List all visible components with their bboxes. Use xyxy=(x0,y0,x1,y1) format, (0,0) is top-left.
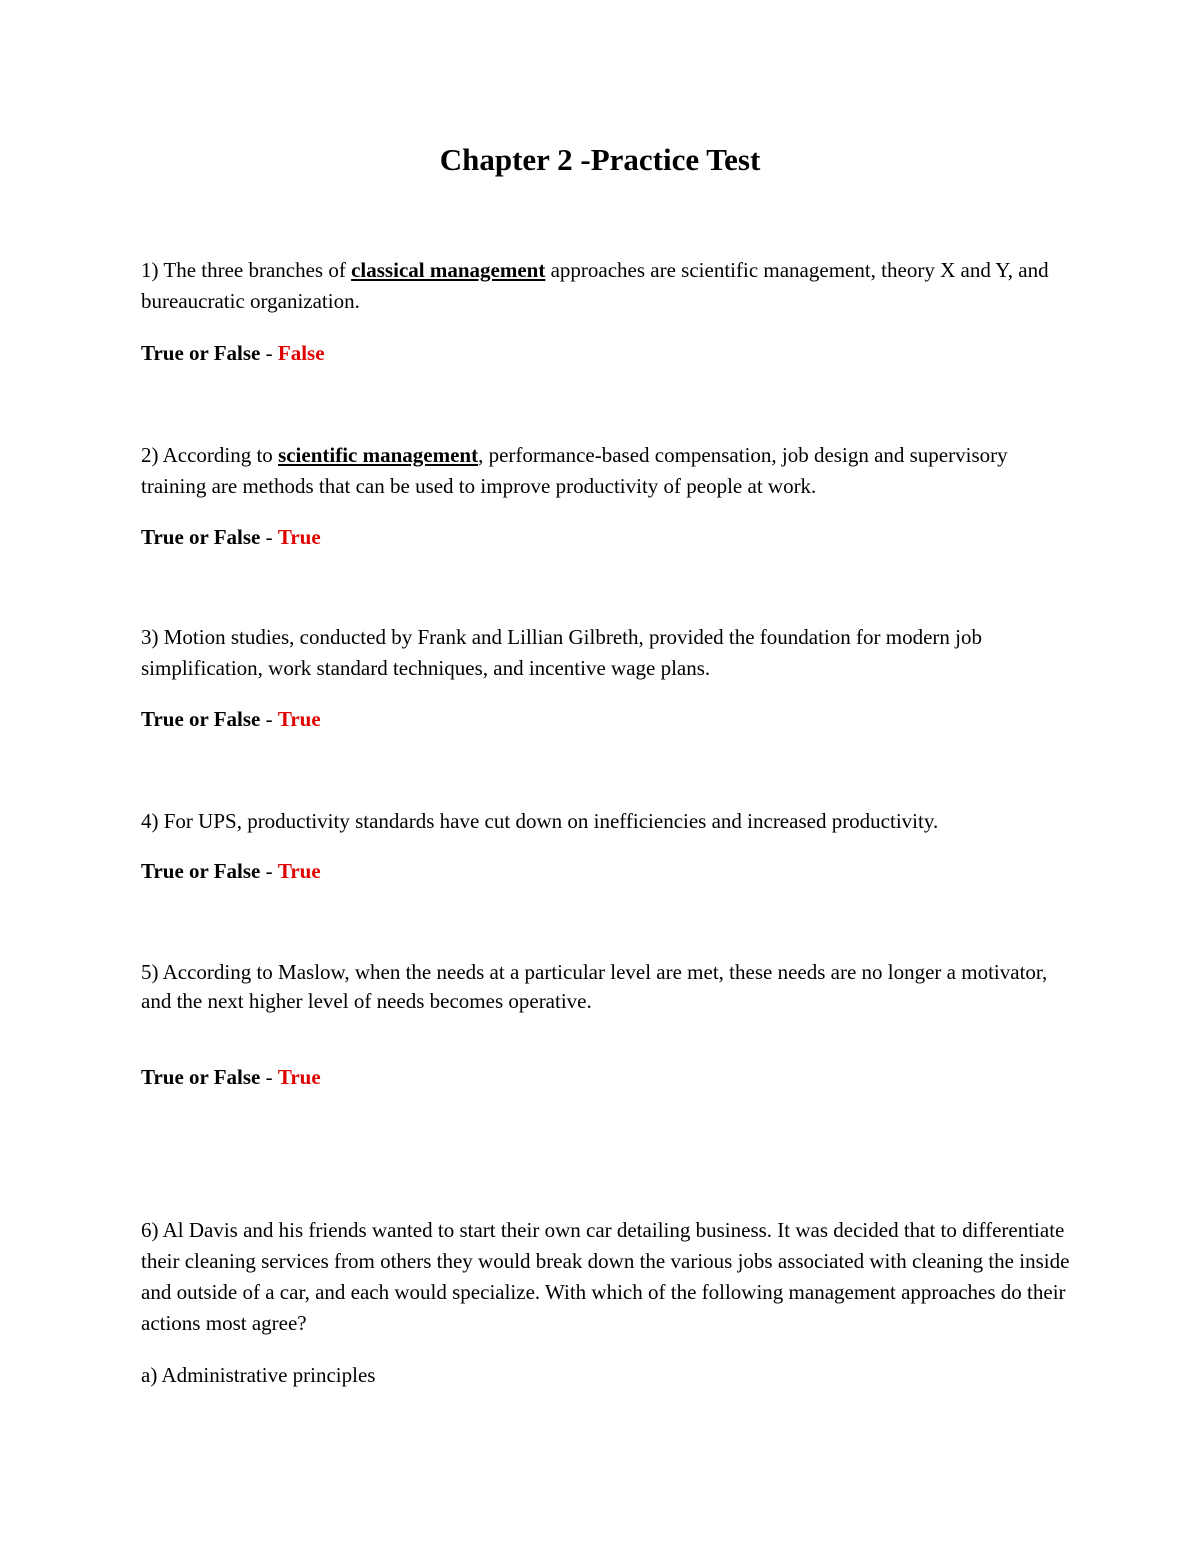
page-title: Chapter 2 -Practice Test xyxy=(439,142,761,177)
question-5: 5) According to Maslow, when the needs at a particular level are met, these needs are no longer a motivator, and the next higher level of needs becomes operative. xyxy=(141,960,1048,1013)
answer-separator: - xyxy=(260,707,278,731)
question-1-answer-line xyxy=(141,338,325,369)
question-3-answer: True xyxy=(277,707,321,731)
question-6-option-a: a) Administrative principles xyxy=(141,1363,376,1387)
true-false-label: True or False xyxy=(141,525,261,549)
question-3-answer-line xyxy=(141,704,321,735)
true-false-label: True or False xyxy=(141,341,261,365)
answer-separator: - xyxy=(260,525,278,549)
question-2 xyxy=(141,440,1071,502)
question-4-answer: True xyxy=(277,859,321,883)
question-4: 4) For UPS, productivity standards have cut down on inefficiencies and increased productivity. xyxy=(141,809,939,833)
true-false-label: True or False xyxy=(141,859,261,883)
question-1-text-end: approaches are scientific management, theory X and Y, and bureaucratic organization. xyxy=(141,258,1049,313)
true-false-label: True or False xyxy=(141,707,261,731)
answer-separator: - xyxy=(260,859,278,883)
question-5-answer-line xyxy=(141,1062,321,1093)
question-3: 3) Motion studies, conducted by Frank and Lillian Gilbreth, provided the foundation for modern job simplification, work standard techniques, and incentive wage plans. xyxy=(141,625,983,680)
question-1 xyxy=(141,255,1071,317)
question-2-answer-line xyxy=(141,522,321,553)
question-2-text-end: , performance-based compensation, job design and supervisory training are methods that can be used to improve productivity of people at work. xyxy=(141,443,1008,498)
question-1-answer: False xyxy=(277,341,325,365)
question-4-answer-line xyxy=(141,856,321,887)
question-1-text-start: 1) The three branches of xyxy=(141,258,352,282)
question-2-key-term: scientific management xyxy=(278,443,479,467)
answer-separator: - xyxy=(260,1065,278,1089)
question-1-key-term: classical management xyxy=(351,258,546,282)
question-2-answer: True xyxy=(277,525,321,549)
question-5-answer: True xyxy=(277,1065,321,1089)
true-false-label: True or False xyxy=(141,1065,261,1089)
answer-separator: - xyxy=(260,341,278,365)
question-2-text-start: 2) According to xyxy=(141,443,279,467)
question-6: 6) Al Davis and his friends wanted to start their own car detailing business. It was decided that to differentiate their cleaning services from others they would break down the various jobs associated with cleaning the inside and outside of a car, and each would specialize. With which of the following management approaches do their actions most agree? xyxy=(141,1218,1070,1335)
